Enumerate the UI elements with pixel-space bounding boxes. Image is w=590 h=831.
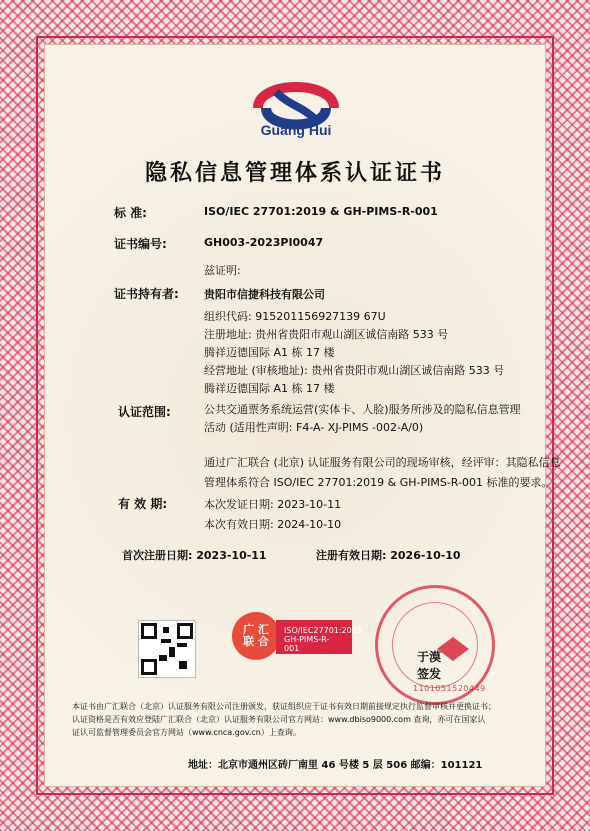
registered-address-line-1: 注册地址: 贵州省贵阳市观山湖区诚信南路 533 号 <box>204 328 449 341</box>
validity-label: 有 效 期: <box>118 497 168 511</box>
badge-standard-panel <box>276 620 362 654</box>
brand-name: Guang Hui <box>260 122 332 138</box>
certificate-number-value: GH003-2023PI0047 <box>204 236 324 249</box>
badge-line-1: 广 汇 <box>243 623 269 636</box>
badge-line-2: 联 合 <box>243 635 269 648</box>
seal-id: 1101051520449 <box>413 684 486 693</box>
qr-module <box>159 655 167 661</box>
certificate-number-label: 证书编号: <box>114 237 167 251</box>
audit-statement-line-2: 管理体系符合 ISO/IEC 27701:2019 & GH-PIMS-R-001 标准的要求。 <box>204 476 553 489</box>
signatory <box>417 648 441 682</box>
seal-star-lower-icon <box>437 649 469 661</box>
scope-line-1: 公共交通票务系统运营(实体卡、人脸)服务所涉及的隐私信息管理 <box>204 403 521 416</box>
standard-label: 标 准: <box>114 206 147 220</box>
standard-value: ISO/IEC 27701:2019 & GH-PIMS-R-001 <box>204 205 438 218</box>
qr-module <box>177 643 187 647</box>
qr-finder-top-right <box>177 623 193 639</box>
badge-panel-line-2: GH-PIMS-R-001 <box>284 635 330 653</box>
signatory-name: 于漠 <box>417 650 442 664</box>
hereby-certify: 兹证明: <box>204 264 241 277</box>
qr-finder-bottom-left <box>141 659 157 675</box>
certificate-title: 隐私信息管理体系认证证书 <box>144 161 445 186</box>
footer-line-1: 本证书由广汇联合（北京）认证服务有限公司注册颁发，获证组织应于证书有效日期前接规定执行监督审核并更换证书； <box>72 702 496 711</box>
guanghui-badge <box>232 612 280 660</box>
signatory-issued: 签发 <box>417 667 442 681</box>
seal-star-icon <box>437 637 469 649</box>
scope-line-2: 活动 (适用性声明: F4-A- XJ-PIMS -002-A/0) <box>204 421 424 434</box>
qr-finder-top-left <box>141 623 157 639</box>
holder-value: 贵阳市信捷科技有限公司 <box>204 288 325 301</box>
audit-statement-line-1: 通过广汇联合 (北京) 认证服务有限公司的现场审核，经评审：其隐私信息 <box>204 456 561 469</box>
registration-valid-date: 注册有效日期: 2026-10-10 <box>316 549 461 562</box>
issue-date: 本次发证日期: 2023-10-11 <box>204 498 342 511</box>
registered-address-line-2: 腾祥迈德国际 A1 栋 17 楼 <box>204 346 335 359</box>
footer-notes <box>72 700 520 739</box>
business-address-line-2: 腾祥迈德国际 A1 栋 17 楼 <box>204 382 335 395</box>
qr-module <box>161 639 171 643</box>
qr-module <box>179 661 187 669</box>
footer-line-3: 证认可监督管理委员会官方网站（www.cnca.gov.cn）上查询。 <box>72 728 301 737</box>
footer-address: 地址：北京市通州区砖厂南里 46 号楼 5 层 506 邮编：101121 <box>188 760 483 771</box>
scope-label: 认证范围: <box>118 405 171 419</box>
business-address-line-1: 经营地址 (审核地址): 贵州省贵阳市观山湖区诚信南路 533 号 <box>204 364 505 377</box>
footer-line-2: 认证资格是否有效应登陆广汇联合（北京）认证服务有限公司官方网站：www.dbiso9000.com 查询，亦可在国家认 <box>72 715 486 724</box>
holder-label: 证书持有者: <box>114 287 179 301</box>
org-code: 组织代码: 915201156927139 67U <box>204 310 386 323</box>
qr-code-icon <box>138 620 196 678</box>
badge-panel-line-1: ISO/IEC27701:2019 <box>284 626 362 635</box>
qr-module <box>163 627 169 633</box>
first-registration-date: 首次注册日期: 2023-10-11 <box>122 549 267 562</box>
qr-module <box>169 647 175 657</box>
valid-until-date: 本次有效日期: 2024-10-10 <box>204 518 342 531</box>
